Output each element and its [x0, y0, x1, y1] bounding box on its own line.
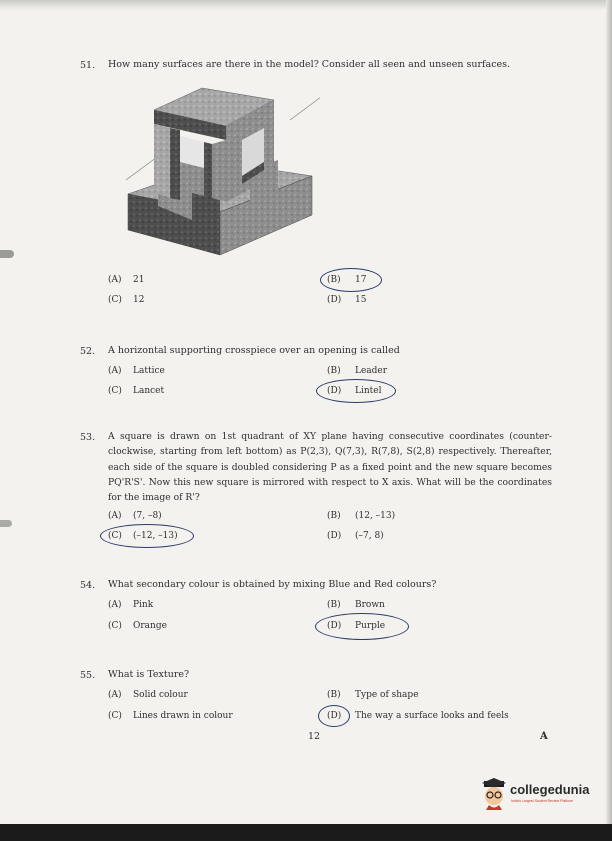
option-text: The way a surface looks and feels — [355, 711, 509, 721]
option-label[interactable]: (C) — [108, 621, 122, 631]
page-number: 12 — [308, 731, 321, 742]
option-label[interactable]: (D) — [327, 711, 342, 721]
option-label[interactable]: (B) — [327, 511, 341, 521]
brand-name: collegedunia — [510, 782, 590, 797]
option-label[interactable]: (D) — [327, 295, 342, 305]
option-text: 15 — [355, 295, 367, 305]
option-text: Lines drawn in colour — [133, 711, 233, 721]
option-text: Pink — [133, 600, 154, 610]
scan-bottom-edge — [0, 824, 612, 841]
option-text: Lintel — [355, 386, 382, 396]
question-number: 51. — [80, 60, 96, 71]
option-label[interactable]: (C) — [108, 386, 122, 396]
question-text: A horizontal supporting crosspiece over an opening is called — [108, 345, 400, 356]
option-text: (7, –8) — [133, 511, 162, 521]
option-text: Lattice — [133, 366, 165, 376]
option-text: (12, –13) — [355, 511, 396, 521]
question-number: 55. — [80, 670, 96, 681]
option-text: Orange — [133, 621, 167, 631]
option-label[interactable]: (A) — [108, 275, 122, 285]
option-text: 17 — [355, 275, 367, 285]
option-label[interactable]: (A) — [108, 690, 122, 700]
option-text: 21 — [133, 275, 145, 285]
option-label[interactable]: (A) — [108, 366, 122, 376]
option-text: Brown — [355, 600, 385, 610]
option-label[interactable]: (B) — [327, 275, 341, 285]
option-label[interactable]: (A) — [108, 511, 122, 521]
option-label[interactable]: (D) — [327, 621, 342, 631]
option-label[interactable]: (B) — [327, 366, 341, 376]
option-text: Purple — [355, 621, 386, 631]
collegedunia-watermark — [480, 776, 598, 816]
question-number: 52. — [80, 346, 96, 357]
3d-model-figure — [120, 80, 320, 265]
question-text: How many surfaces are there in the model? Consider all seen and unseen surfaces. — [108, 59, 511, 70]
answer-mark-circle — [316, 379, 396, 403]
question-text: What secondary colour is obtained by mixing Blue and Red colours? — [108, 579, 437, 590]
option-text: 12 — [133, 295, 145, 305]
page-top-edge — [0, 0, 612, 10]
option-label[interactable]: (C) — [108, 711, 122, 721]
answer-mark-circle — [100, 524, 194, 548]
option-label[interactable]: (A) — [108, 600, 122, 610]
option-text: (–12, –13) — [133, 531, 178, 541]
option-text: Type of shape — [355, 690, 419, 700]
question-text: What is Texture? — [108, 669, 190, 680]
option-label[interactable]: (C) — [108, 531, 122, 541]
question-text: A square is drawn on 1st quadrant of XY plane having consecutive coordinates (counter-clockwise, starting from left bottom) as P(2,3), Q(7,3), R(7,8), S(2,8) respectively. Thereafter, each side of the square is doubled considering P as a fixed point and the new square becomes PQ'R'S'. Now this new square is mirrored with respect to X axis. What will be the coordinates for the image of R'? — [108, 431, 552, 504]
brand-tagline: India's Largest Student Review Platform — [511, 799, 574, 803]
option-text: Solid colour — [133, 690, 188, 700]
option-label[interactable]: (B) — [327, 600, 341, 610]
answer-mark-circle — [320, 268, 382, 292]
option-label[interactable]: (C) — [108, 295, 122, 305]
option-label[interactable]: (D) — [327, 386, 342, 396]
page-right-edge — [606, 0, 612, 841]
punch-hole-mark — [0, 520, 12, 527]
mascot-icon — [480, 778, 508, 810]
option-text: (–7, 8) — [355, 531, 384, 541]
answer-mark-circle — [315, 613, 409, 640]
option-label[interactable]: (B) — [327, 690, 341, 700]
set-code: A — [540, 731, 548, 742]
option-text: Lancet — [133, 386, 165, 396]
question-number: 53. — [80, 432, 96, 443]
answer-mark-circle — [318, 705, 350, 727]
option-text: Leader — [355, 366, 388, 376]
option-label[interactable]: (D) — [327, 531, 342, 541]
question-number: 54. — [80, 580, 96, 591]
punch-hole-mark — [0, 250, 14, 258]
